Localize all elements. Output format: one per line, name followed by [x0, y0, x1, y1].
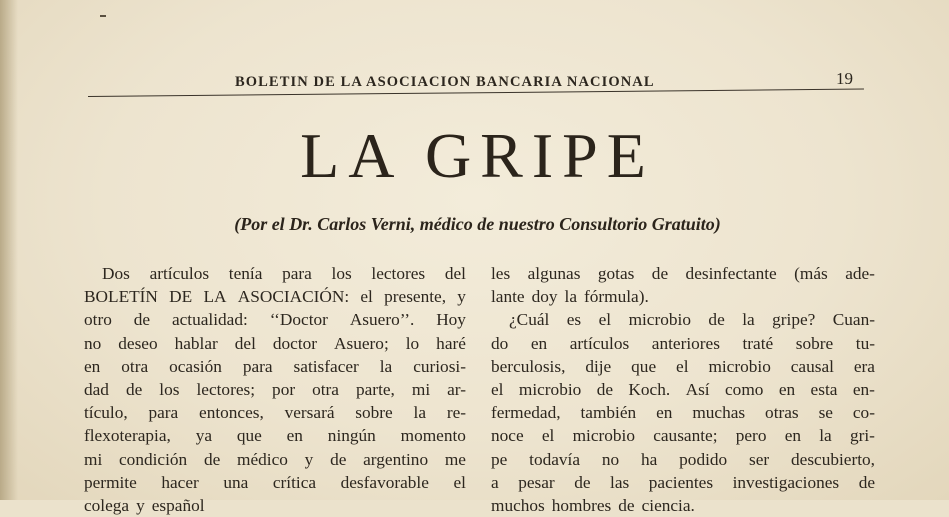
text-line: pe todavía no ha podido ser descubierto,: [491, 449, 875, 469]
text-line: les algunas gotas de desinfectante (más ade-: [491, 264, 875, 283]
text-line: do en artículos anteriores traté sobre tu-: [491, 333, 875, 353]
ink-speck: [100, 15, 106, 17]
text-line: a pesar de las pacientes investigaciones de: [491, 472, 875, 492]
text-line: berculosis, dije que el microbio causal era: [491, 356, 875, 376]
running-head: BOLETIN DE LA ASOCIACION BANCARIA NACIONAL: [235, 74, 655, 90]
text-line: ¿Cuál es el microbio de la gripe? Cuan-: [509, 310, 875, 330]
article-title: LA GRIPE: [300, 120, 655, 191]
text-line: BOLETÍN DE LA ASOCIACIÓN: el presente, y: [84, 287, 466, 307]
text-line: otro de actualidad: ‘‘Doctor Asuero’’. Hoy: [84, 310, 466, 330]
text-column-right: [491, 262, 875, 517]
text-line: mi condición de médico y de argentino me: [84, 449, 466, 469]
text-line: el microbio de Koch. Así como en esta en-: [491, 379, 875, 399]
text-line: noce el microbio causante; pero en la gri-: [491, 426, 875, 446]
text-line: no deseo hablar del doctor Asuero; lo haré: [84, 333, 466, 353]
article-byline: (Por el Dr. Carlos Verni, médico de nuestro Consultorio Gratuito): [234, 214, 721, 234]
text-line: fermedad, también en muchas otras se co-: [491, 403, 875, 423]
text-line: permite hacer una crítica desfavorable el: [84, 472, 466, 492]
binding-shadow: [0, 0, 18, 500]
text-line: Dos artículos tenía para los lectores del: [102, 264, 466, 283]
text-line: colega y español: [84, 495, 205, 515]
text-column-left: [84, 262, 466, 517]
text-line: flexoterapia, ya que en ningún momento: [84, 426, 466, 446]
text-line: muchos hombres de ciencia.: [491, 495, 695, 515]
text-line: en otra ocasión para satisfacer la curiosi-: [84, 356, 466, 376]
text-line: dad de los lectores; por otra parte, mi ar-: [84, 379, 466, 399]
text-line: lante doy la fórmula).: [491, 287, 649, 307]
page-number: 19: [836, 69, 853, 88]
text-line: tículo, para entonces, versará sobre la re-: [84, 403, 466, 423]
